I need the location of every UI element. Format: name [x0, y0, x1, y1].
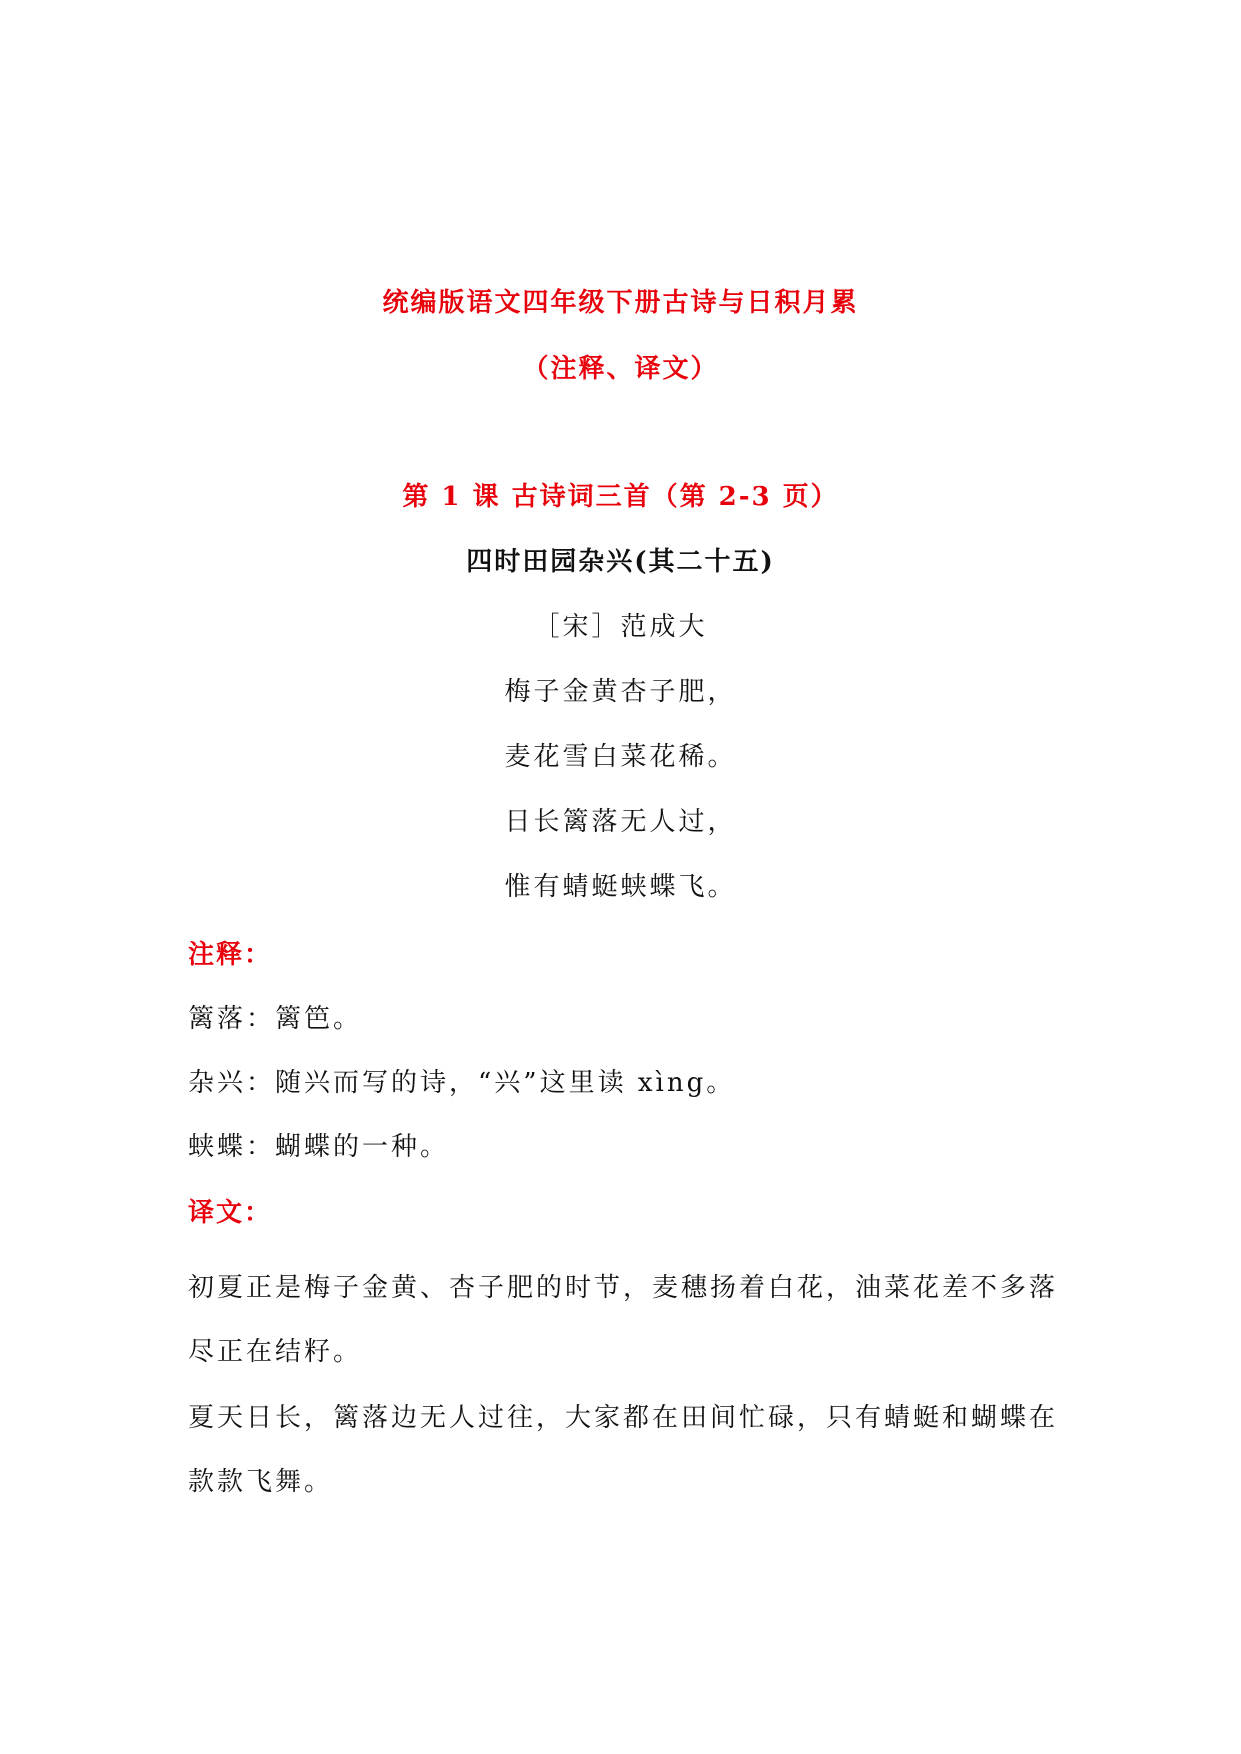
poem-line: 日长篱落无人过， [504, 807, 737, 837]
translation-paragraph: 初夏正是梅子金黄、杏子肥的时节，麦穗扬着白花，油菜花差不多落尽正在结籽。 [188, 1273, 1059, 1367]
notes-label: 注释： [188, 940, 273, 970]
translation-paragraph: 夏天日长，篱落边无人过往，大家都在田间忙碌，只有蜻蜓和蝴蝶在款款飞舞。 [188, 1403, 1059, 1497]
poem-line: 惟有蜻蜓蛱蝶飞。 [504, 872, 737, 902]
document-title: 统编版语文四年级下册古诗与日积月累 [382, 288, 859, 318]
poem-title: 四时田园杂兴(其二十五) [466, 547, 775, 577]
poem-line: 梅子金黄杏子肥， [504, 677, 737, 707]
lesson-heading: 第 1 课 古诗词三首（第 2-3 页） [402, 482, 839, 512]
poem-line: 麦花雪白菜花稀。 [504, 742, 737, 772]
note-item: 杂兴：随兴而写的诗，“兴”这里读 xìng。 [188, 1068, 736, 1098]
translation-label: 译文： [188, 1198, 273, 1228]
document-subtitle: （注释、译文） [522, 354, 719, 384]
poem-author: ［宋］范成大 [533, 612, 708, 642]
note-item: 篱落：篱笆。 [188, 1004, 363, 1034]
note-item: 蛱蝶：蝴蝶的一种。 [188, 1132, 450, 1162]
